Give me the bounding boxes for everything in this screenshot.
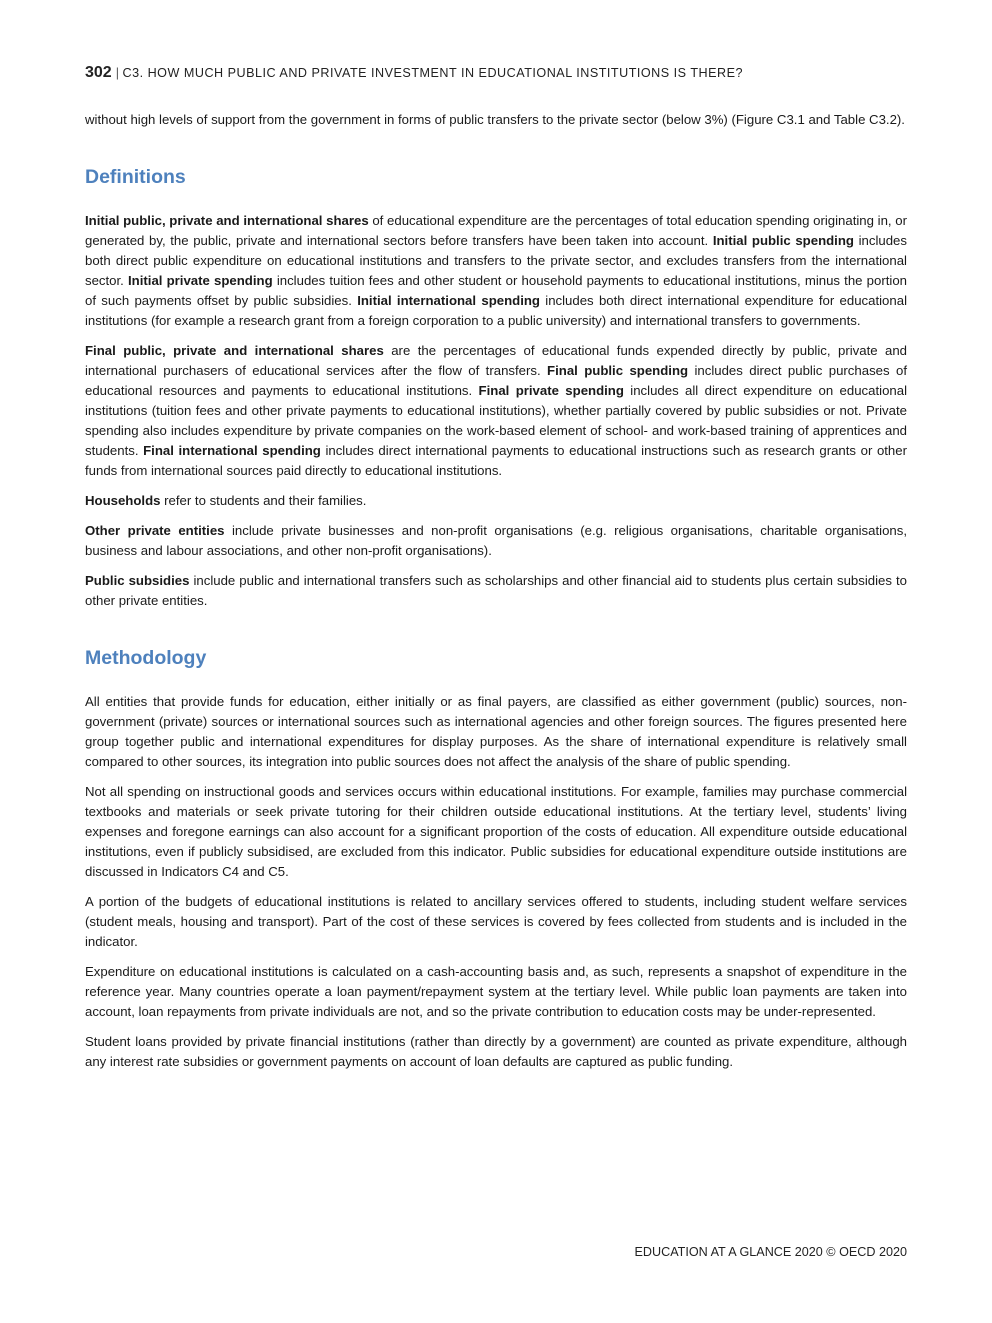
term-public-subsidies: Public subsidies	[85, 573, 190, 588]
term-other-private-entities: Other private entities	[85, 523, 225, 538]
definition-initial-shares	[85, 211, 907, 331]
header-separator: |	[115, 66, 120, 80]
definition-text: includes both direct international expenditure for educational institutions (for example a research grant from a foreign corporation to a public university) and international transfers to governments.	[85, 293, 907, 328]
definition-text: includes both direct public expenditure on educational institutions and transfers to the private sector, and excludes transfers from the international sector.	[85, 233, 907, 288]
definition-text: of educational expenditure are the percentages of total education spending originating in, or generated by, the public, private and international sectors before transfers have been taken into account.	[85, 213, 907, 248]
page-footer: EDUCATION AT A GLANCE 2020 © OECD 2020	[634, 1245, 907, 1259]
term-initial-shares: Initial public, private and international shares	[85, 213, 369, 228]
definition-text: includes direct international payments to educational instructions such as research grants or other funds from international sources paid directly to educational institutions.	[85, 443, 907, 478]
running-header	[85, 62, 907, 84]
definition-text: include public and international transfers such as scholarships and other financial aid to students plus certain subsidies to other private entities.	[85, 573, 907, 608]
page-number: 302	[85, 64, 112, 81]
methodology-paragraph: Not all spending on instructional goods and services occurs within educational institutions. For example, families may purchase commercial textbooks and materials or seek private tutoring for their children outside educational institutions. At the tertiary level, students’ living expenses and foregone earnings can also account for a significant proportion of the costs of education. All expenditure outside educational institutions, even if publicly subsidised, are excluded from this indicator. Public subsidies for educational expenditure outside institutions are discussed in Indicators C4 and C5.	[85, 784, 907, 879]
term-initial-public-spending: Initial public spending	[712, 233, 854, 248]
methodology-paragraph: All entities that provide funds for education, either initially or as final payers, are classified as either government (public) sources, non-government (private) sources or international sources such as international agencies and other foreign sources. The figures presented here group together public and international expenditures for display purposes. As the share of international expenditure is relatively small compared to other sources, its integration into public sources does not affect the analysis of the share of public spending.	[85, 694, 907, 769]
methodology-heading: Methodology	[85, 647, 207, 669]
definition-text: includes direct public purchases of educational resources and payments to educational institutions.	[85, 363, 907, 398]
definition-text: include private businesses and non-profit organisations (e.g. religious organisations, charitable organisations, business and labour associations, and other non-profit organisations).	[85, 523, 907, 558]
methodology-paragraph: Expenditure on educational institutions is calculated on a cash-accounting basis and, as such, represents a snapshot of expenditure in the reference year. Many countries operate a loan payment/repayment system at the tertiary level. While public loan payments are taken into account, loan repayments from private individuals are not, and so the private contribution to education costs may be under-represented.	[85, 964, 907, 1019]
term-households: Households	[85, 493, 161, 508]
page-content	[85, 62, 907, 1082]
intro-paragraph: without high levels of support from the government in forms of public transfers to the private sector (below 3%) (Figure C3.1 and Table C3.2).	[85, 112, 905, 127]
definitions-heading: Definitions	[85, 166, 186, 188]
definition-households	[85, 491, 907, 511]
term-final-private-spending: Final private spending	[478, 383, 624, 398]
term-final-public-spending: Final public spending	[547, 363, 689, 378]
definition-public-subsidies	[85, 571, 907, 611]
term-final-international-spending: Final international spending	[143, 443, 321, 458]
definition-text: includes all direct expenditure on educational institutions (tuition fees and other private payments to educational institutions), whether partially covered by public subsidies or not. Private spending also includes expenditure by private companies on the work-based element of school- and work-based training of apprentices and students.	[85, 383, 908, 458]
term-initial-international-spending: Initial international spending	[357, 293, 540, 308]
definition-text: are the percentages of educational funds expended directly by public, private and international purchasers of educational services after the flow of transfers.	[85, 343, 907, 378]
methodology-paragraph: A portion of the budgets of educational institutions is related to ancillary services offered to students, including student welfare services (student meals, housing and transport). Part of the cost of these services is covered by fees collected from students and is included in the indicator.	[85, 894, 907, 949]
term-final-shares: Final public, private and international shares	[85, 343, 384, 358]
definition-other-private-entities	[85, 521, 907, 561]
running-title: C3. HOW MUCH PUBLIC AND PRIVATE INVESTMENT IN EDUCATIONAL INSTITUTIONS IS THERE?	[122, 66, 744, 80]
definition-final-shares	[85, 341, 907, 481]
methodology-paragraph: Student loans provided by private financial institutions (rather than directly by a government) are counted as private expenditure, although any interest rate subsidies or government payments on account of loan defaults are captured as public funding.	[85, 1034, 907, 1069]
term-initial-private-spending: Initial private spending	[128, 273, 273, 288]
definition-text: refer to students and their families.	[160, 493, 367, 508]
definition-text: includes tuition fees and other student or household payments to educational institutions, minus the portion of such payments offset by public subsidies.	[85, 273, 907, 308]
